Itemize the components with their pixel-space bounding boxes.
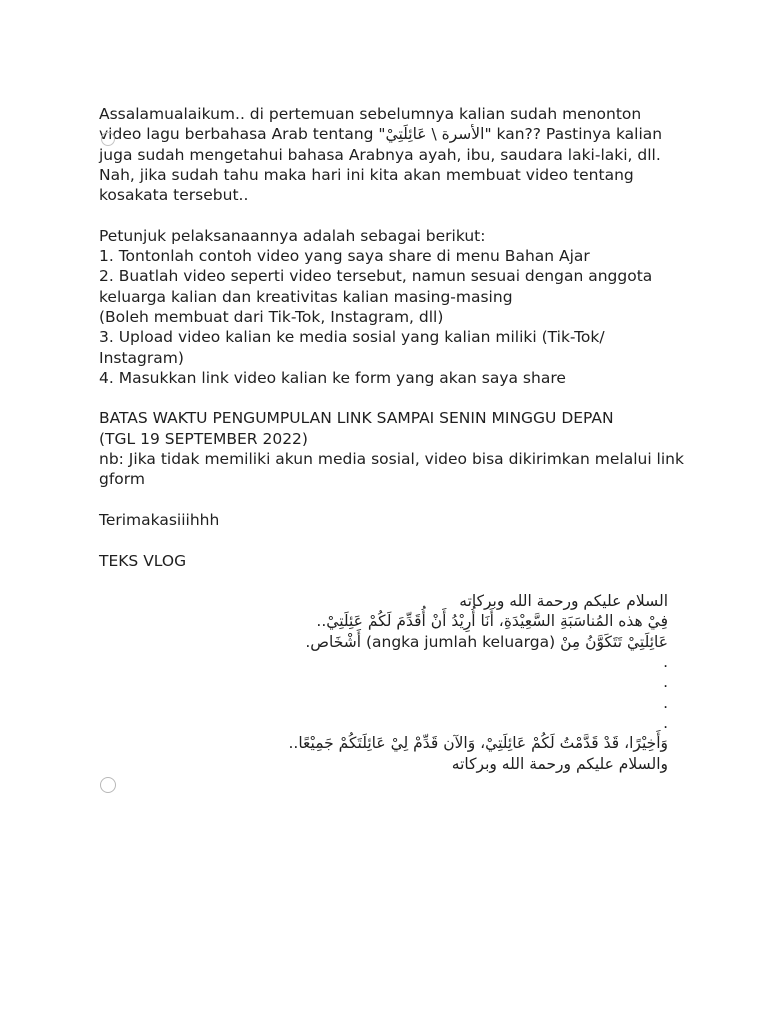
deadline-paragraph xyxy=(99,408,684,489)
thanks-text: Terimakasiiihhh xyxy=(99,510,220,529)
vlog-line: فِيْ هذه المُناسَبَةِ السَّعِيْدَةِ، أَنَا أُرِيْدُ أَنْ أُقَدِّمَ لَكُمْ عَئِلَتِيْ.. xyxy=(316,612,668,631)
intro-line: juga sudah mengetahui bahasa Arabnya ayah, ibu, saudara laki-laki, dll. xyxy=(99,145,661,164)
instruction-step: Instagram) xyxy=(99,348,184,367)
vlog-dot: . xyxy=(663,673,668,692)
deadline-line: BATAS WAKTU PENGUMPULAN LINK SAMPAI SENIN MINGGU DEPAN xyxy=(99,409,614,428)
vlog-line: وَأَخِيْرًا، قَدْ قَدَّمْتُ لَكُمْ عَائِلَتِيْ، وَالآن قَدِّمْ لِيْ عَائِلَتَكُمْ جَمِيْعًا.. xyxy=(288,734,668,753)
instructions-paragraph xyxy=(99,226,674,388)
instruction-step: 3. Upload video kalian ke media sosial yang kalian miliki (Tik-Tok/ xyxy=(99,328,605,347)
instruction-step: 1. Tontonlah contoh video yang saya share di menu Bahan Ajar xyxy=(99,247,590,266)
vlog-line: السلام عليكم ورحمة الله وبركاته xyxy=(459,592,668,611)
vlog-dot: . xyxy=(663,693,668,712)
instruction-step: 2. Buatlah video seperti video tersebut, namun sesuai dengan anggota xyxy=(99,267,653,286)
loading-ring-icon xyxy=(101,132,115,146)
deadline-line: nb: Jika tidak memiliki akun media sosial, video bisa dikirimkan melalui link xyxy=(99,450,684,469)
document-body xyxy=(99,104,684,774)
vlog-line: والسلام عليكم ورحمة الله وبركاته xyxy=(451,754,668,773)
intro-line: Assalamualaikum.. di pertemuan sebelumnya kalian sudah menonton xyxy=(99,105,642,123)
thanks-paragraph xyxy=(99,510,674,530)
loading-ring-icon xyxy=(100,777,116,793)
vlog-arabic-text xyxy=(99,591,668,774)
instruction-step: 4. Masukkan link video kalian ke form yang akan saya share xyxy=(99,368,566,387)
instruction-step: keluarga kalian dan kreativitas kalian masing-masing xyxy=(99,287,513,306)
vlog-dot: . xyxy=(663,653,668,672)
intro-line: video lagu berbahasa Arab tentang "الأسرة \ عَائِلَتِيْ" kan?? Pastinya kalian xyxy=(99,125,663,144)
deadline-line: gform xyxy=(99,470,145,489)
vlog-title: TEKS VLOG xyxy=(99,551,187,570)
intro-line: Nah, jika sudah tahu maka hari ini kita akan membuat video tentang xyxy=(99,165,634,184)
instruction-step: (Boleh membuat dari Tik-Tok, Instagram, dll) xyxy=(99,307,444,326)
instructions-heading: Petunjuk pelaksanaannya adalah sebagai berikut: xyxy=(99,226,486,245)
vlog-line: عَائِلَتِيْ تَتَكَوَّنُ مِنْ (angka jumlah keluarga) أَشْخَاص. xyxy=(305,632,668,651)
vlog-dot: . xyxy=(663,713,668,732)
deadline-line: (TGL 19 SEPTEMBER 2022) xyxy=(99,429,308,448)
intro-line: kosakata tersebut.. xyxy=(99,186,249,205)
vlog-heading-paragraph xyxy=(99,551,674,571)
intro-paragraph xyxy=(99,104,674,205)
